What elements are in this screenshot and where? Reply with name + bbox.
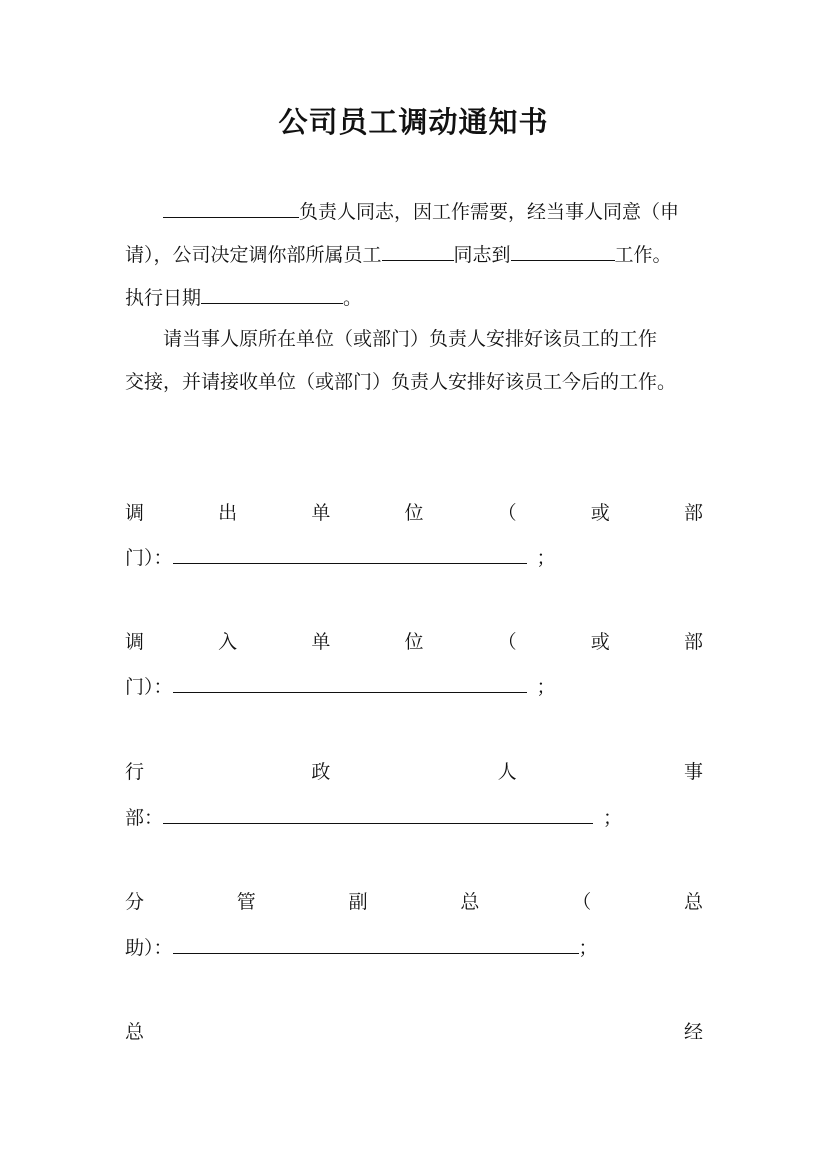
signoff-char: 调 (125, 631, 145, 653)
para2-line1 (125, 324, 703, 354)
effective-date-blank[interactable] (201, 281, 343, 304)
signoff-char: 调 (125, 502, 145, 524)
signoff-char: 行 (125, 761, 145, 783)
signoff-char: 或 (590, 631, 610, 653)
signoff-char: 总 (125, 1021, 145, 1043)
signoff-char: 事 (683, 761, 703, 783)
signoff-char: 副 (348, 891, 368, 913)
transfer-out-signature-blank[interactable] (173, 541, 527, 564)
signoff-char: 位 (404, 502, 424, 524)
signoff-char: （ (497, 631, 517, 653)
para1-line2-b: 同志到 (453, 244, 511, 266)
para2-line2-text: 交接，并请接收单位（或部门）负责人安排好该员工今后的工作。 (125, 371, 677, 393)
signoff-gm-label (125, 1017, 703, 1047)
signoff-vp-label (125, 887, 703, 917)
signoff-char: 人 (497, 761, 517, 783)
para1-line1 (125, 195, 703, 227)
para1-line2-a: 请），公司决定调你部所属员工 (125, 244, 382, 266)
signoff-suffix: 部： (125, 807, 164, 829)
signoff-transfer-out-field (125, 541, 703, 573)
signoff-char: 政 (311, 761, 331, 783)
signoff-vp-field (125, 931, 703, 963)
department-blank[interactable] (163, 195, 299, 218)
signoff-char: （ (572, 891, 592, 913)
signoff-char: 或 (590, 502, 610, 524)
signoff-suffix: 门）： (125, 676, 173, 698)
para1-line1-text: 负责人同志，因工作需要，经当事人同意（申 (299, 201, 680, 223)
signoff-hr-field (125, 801, 703, 833)
signoff-hr-label (125, 757, 703, 787)
signoff-suffix: 门）： (125, 547, 173, 569)
signoff-transfer-in-field (125, 670, 703, 702)
para2-line2 (125, 367, 703, 397)
signoff-char: 总 (460, 891, 480, 913)
vp-signature-blank[interactable] (173, 931, 579, 954)
destination-blank[interactable] (511, 238, 615, 261)
signoff-char: 单 (311, 502, 331, 524)
para1-line3-b: 。 (343, 287, 363, 309)
signoff-char: 部 (683, 631, 703, 653)
signoff-end: ； (536, 547, 556, 569)
para1-line3 (125, 281, 703, 313)
transfer-in-signature-blank[interactable] (173, 670, 527, 693)
signoff-char: 经 (683, 1021, 703, 1043)
signoff-char: 出 (218, 502, 238, 524)
signoff-char: 管 (236, 891, 256, 913)
employee-name-blank[interactable] (382, 238, 454, 261)
signoff-char: 分 (125, 891, 145, 913)
hr-signature-blank[interactable] (163, 801, 593, 824)
signoff-char: 位 (404, 631, 424, 653)
signoff-suffix: 助）： (125, 937, 173, 959)
signoff-char: （ (497, 502, 517, 524)
signoff-transfer-in-label (125, 627, 703, 657)
signoff-transfer-out-label (125, 498, 703, 528)
signoff-end: ； (603, 807, 623, 829)
para1-line2-c: 工作。 (614, 244, 672, 266)
signoff-char: 入 (218, 631, 238, 653)
para1-line3-a: 执行日期 (125, 287, 202, 309)
signoff-char: 部 (683, 502, 703, 524)
signoff-end: ； (578, 937, 598, 959)
para2-line1-text: 请当事人原所在单位（或部门）负责人安排好该员工的工作 (163, 328, 658, 350)
signoff-char: 单 (311, 631, 331, 653)
signoff-char: 总 (683, 891, 703, 913)
para1-line2 (125, 238, 703, 270)
document-title: 公司员工调动通知书 (278, 105, 549, 139)
signoff-end: ； (536, 676, 556, 698)
